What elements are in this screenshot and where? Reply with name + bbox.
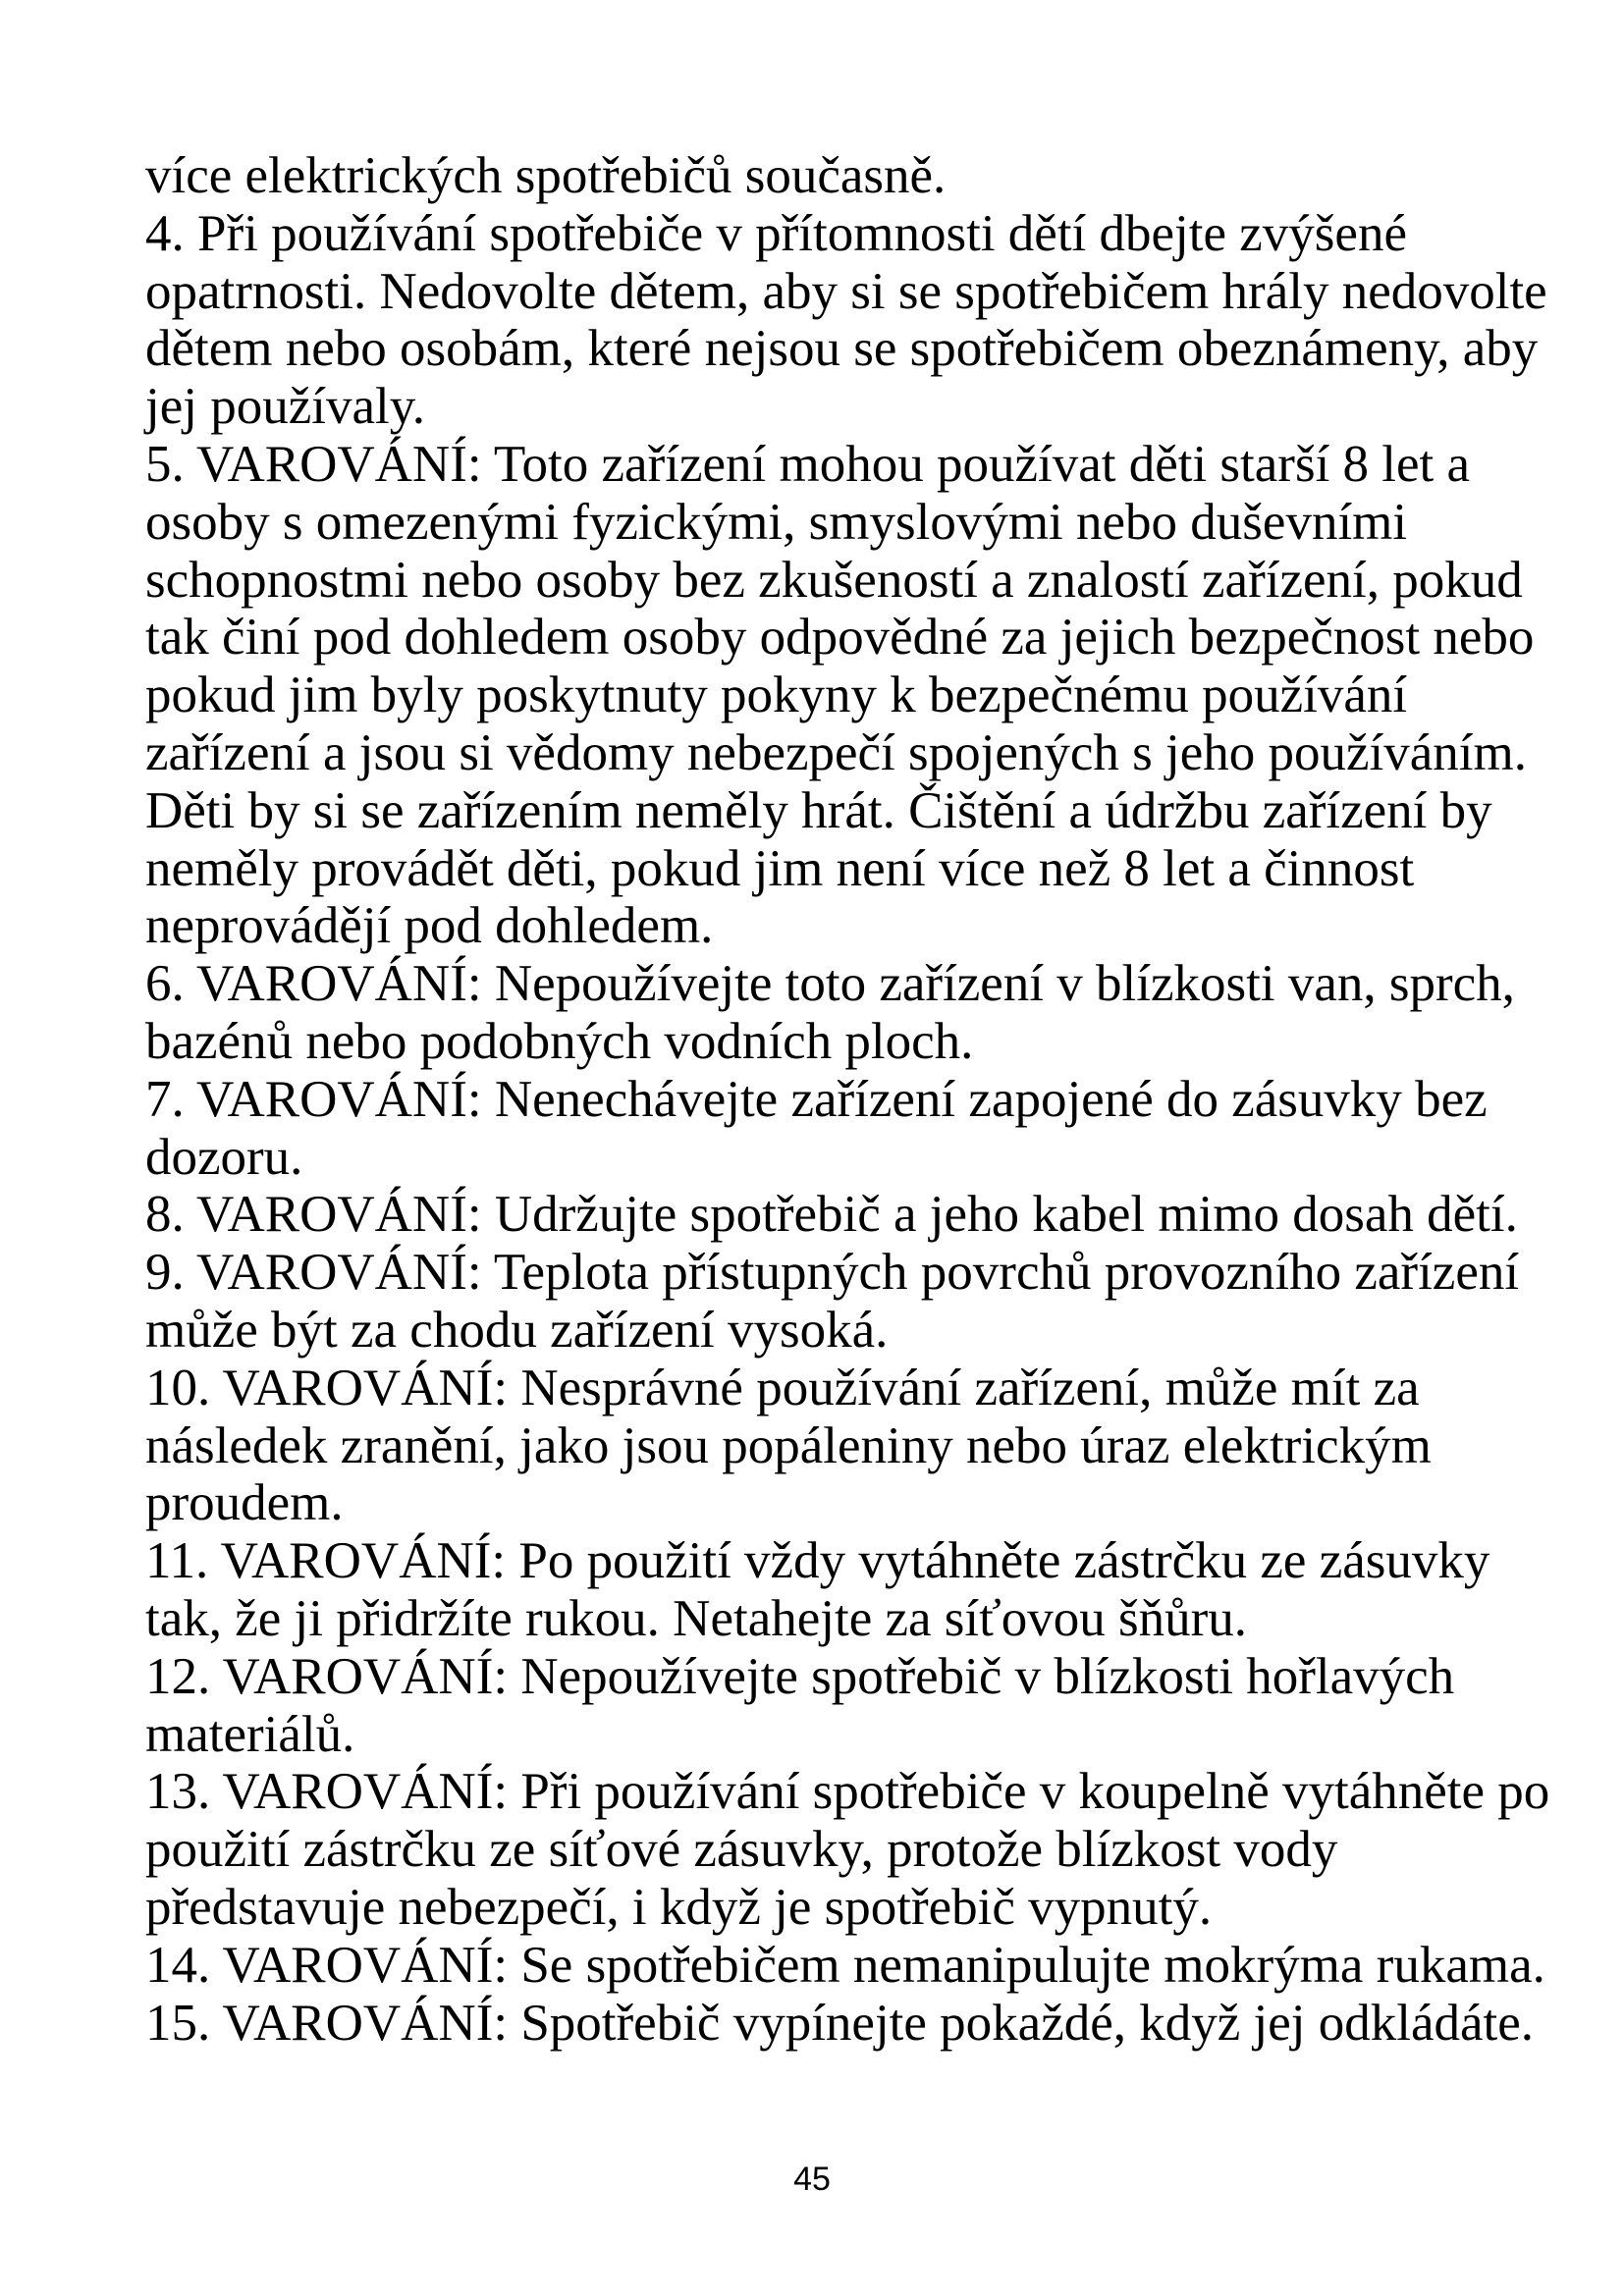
page-number: 45: [793, 2161, 831, 2198]
text-line: tak činí pod dohledem osoby odpovědné za jejich bezpečnost nebo: [145, 609, 1535, 667]
text-line: může být za chodu zařízení vysoká.: [145, 1301, 889, 1359]
text-line: bazénů nebo podobných vodních ploch.: [145, 1012, 974, 1070]
text-line: zařízení a jsou si vědomy nebezpečí spojených s jeho používáním.: [145, 723, 1528, 781]
text-line: 14. VAROVÁNÍ: Se spotřebičem nemanipulujte mokrýma rukama.: [145, 1936, 1545, 1994]
text-line: pokud jim byly poskytnuty pokyny k bezpečnému používání: [145, 667, 1408, 724]
text-line: neprovádějí pod dohledem.: [145, 897, 714, 955]
body-text: [145, 147, 1550, 2052]
text-line: 6. VAROVÁNÍ: Nepoužívejte toto zařízení v blízkosti van, sprch,: [145, 955, 1515, 1013]
text-line: 11. VAROVÁNÍ: Po použití vždy vytáhněte zástrčku ze zásuvky: [145, 1532, 1490, 1590]
text-line: následek zranění, jako jsou popáleniny nebo úraz elektrickým: [145, 1416, 1432, 1474]
text-line: osoby s omezenými fyzickými, smyslovými nebo duševními: [145, 493, 1408, 551]
text-line: 10. VAROVÁNÍ: Nesprávné používání zařízení, může mít za: [145, 1359, 1420, 1416]
text-line: použití zástrčku ze síťové zásuvky, protože blízkost vody: [145, 1821, 1338, 1879]
text-line: jej používaly.: [145, 378, 426, 436]
text-line: neměly provádět děti, pokud jim není více než 8 let a činnost: [145, 839, 1415, 897]
text-line: 12. VAROVÁNÍ: Nepoužívejte spotřebič v blízkosti hořlavých: [145, 1647, 1455, 1705]
text-line: více elektrických spotřebičů současně.: [145, 147, 947, 204]
text-line: dětem nebo osobám, které nejsou se spotřebičem obeznámeny, aby: [145, 320, 1539, 378]
text-line: tak, že ji přidržíte rukou. Netahejte za síťovou šňůru.: [145, 1589, 1248, 1647]
text-line: materiálů.: [145, 1705, 355, 1763]
text-line: opatrnosti. Nedovolte dětem, aby si se spotřebičem hrály nedovolte: [145, 262, 1547, 320]
text-line: představuje nebezpečí, i když je spotřebič vypnutý.: [145, 1878, 1213, 1936]
text-line: 8. VAROVÁNÍ: Udržujte spotřebič a jeho kabel mimo dosah dětí.: [145, 1186, 1518, 1244]
text-line: 13. VAROVÁNÍ: Při používání spotřebiče v koupelně vytáhněte po: [145, 1763, 1550, 1821]
text-line: 9. VAROVÁNÍ: Teplota přístupných povrchů provozního zařízení: [145, 1244, 1520, 1302]
text-line: Děti by si se zařízením neměly hrát. Čištění a údržbu zařízení by: [145, 781, 1492, 839]
text-line: proudem.: [145, 1474, 344, 1532]
text-line: 5. VAROVÁNÍ: Toto zařízení mohou používat děti starší 8 let a: [145, 435, 1471, 493]
text-line: 4. Při používání spotřebiče v přítomnosti dětí dbejte zvýšené: [145, 204, 1407, 262]
text-line: schopnostmi nebo osoby bez zkušeností a znalostí zařízení, pokud: [145, 551, 1523, 609]
text-line: dozoru.: [145, 1128, 303, 1186]
text-line: 15. VAROVÁNÍ: Spotřebič vypínejte pokaždé, když jej odkládáte.: [145, 1994, 1535, 2052]
text-line: 7. VAROVÁNÍ: Nenechávejte zařízení zapojené do zásuvky bez: [145, 1070, 1488, 1128]
